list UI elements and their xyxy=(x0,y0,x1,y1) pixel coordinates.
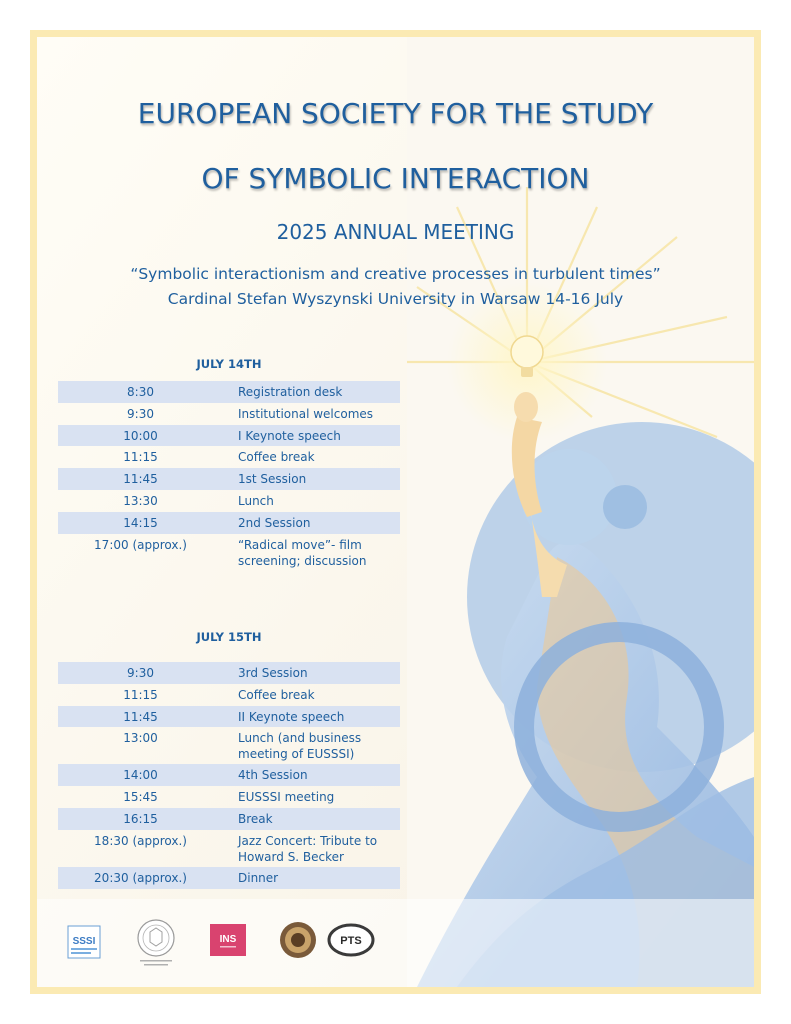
schedule-row xyxy=(58,867,400,889)
event-cell: 3rd Session xyxy=(238,666,308,680)
sssi-logo xyxy=(68,926,100,958)
event-cell: II Keynote speech xyxy=(238,709,345,724)
time-cell: 13:00 xyxy=(123,731,158,746)
svg-text:INS: INS xyxy=(219,934,237,945)
schedule-row xyxy=(58,764,400,786)
event-cell: Jazz Concert: Tribute to Howard S. Becker xyxy=(238,833,378,864)
day1-schedule xyxy=(58,381,400,571)
event-cell: I Keynote speech xyxy=(238,428,341,443)
svg-text:SSSI: SSSI xyxy=(72,936,96,947)
title-line-1: EUROPEAN SOCIETY FOR THE STUDY xyxy=(137,97,654,130)
schedule-row xyxy=(58,684,400,706)
time-cell: 15:45 xyxy=(123,790,158,805)
schedule-row xyxy=(58,662,400,684)
schedule-row xyxy=(58,727,400,764)
time-cell: 11:45 xyxy=(123,472,158,487)
round-emblem-logo xyxy=(280,922,316,958)
meeting-venue: Cardinal Stefan Wyszynski University in Warsaw 14-16 July xyxy=(167,290,624,308)
schedule-row xyxy=(58,786,400,808)
university-seal-logo xyxy=(138,920,174,966)
event-cell: “Radical move”- film screening; discussion xyxy=(238,537,367,568)
time-cell: 11:15 xyxy=(123,450,158,465)
event-cell: Lunch (and business meeting of EUSSSI) xyxy=(238,731,362,762)
event-cell: Lunch xyxy=(238,493,274,508)
time-cell: 10:00 xyxy=(123,428,158,443)
schedule-row xyxy=(58,706,400,728)
schedule-row xyxy=(58,830,400,867)
time-cell: 20:30 (approx.) xyxy=(94,870,187,885)
day1-heading: JULY 14TH xyxy=(196,357,262,371)
schedule-row xyxy=(58,808,400,830)
schedule-row xyxy=(58,381,400,403)
schedule-row xyxy=(58,490,400,512)
event-cell: Institutional welcomes xyxy=(238,406,374,421)
time-cell: 8:30 xyxy=(127,385,154,399)
meeting-theme: “Symbolic interactionism and creative processes in turbulent times” xyxy=(130,265,661,283)
event-cell: 1st Session xyxy=(238,472,307,487)
event-cell: Coffee break xyxy=(238,687,315,702)
time-cell: 14:15 xyxy=(123,515,158,530)
event-cell: 2nd Session xyxy=(238,515,311,530)
schedule-row xyxy=(58,512,400,534)
day2-heading: JULY 15TH xyxy=(196,630,262,644)
time-cell: 18:30 (approx.) xyxy=(94,833,187,848)
schedule-row xyxy=(58,534,400,571)
event-cell: EUSSSI meeting xyxy=(238,790,335,805)
schedule-row xyxy=(58,425,400,447)
meeting-subtitle: 2025 ANNUAL MEETING xyxy=(276,220,515,244)
time-cell: 9:30 xyxy=(127,406,154,421)
time-cell: 11:15 xyxy=(123,687,158,702)
schedule-row xyxy=(58,446,400,468)
title-line-2: OF SYMBOLIC INTERACTION xyxy=(201,162,590,195)
event-cell: Break xyxy=(238,811,273,826)
time-cell: 14:00 xyxy=(123,768,158,783)
event-cell: Dinner xyxy=(238,870,279,885)
schedule-row xyxy=(58,468,400,490)
schedule-row xyxy=(58,403,400,425)
time-cell: 13:30 xyxy=(123,493,158,508)
svg-text:PTS: PTS xyxy=(340,935,362,947)
day2-schedule xyxy=(58,662,400,889)
time-cell: 17:00 (approx.) xyxy=(94,537,187,552)
pts-logo xyxy=(329,925,373,955)
event-cell: Registration desk xyxy=(238,385,343,399)
event-cell: Coffee break xyxy=(238,450,315,465)
time-cell: 11:45 xyxy=(123,709,158,724)
time-cell: 16:15 xyxy=(123,811,158,826)
sponsor-logos xyxy=(60,918,390,968)
event-cell: 4th Session xyxy=(238,768,308,783)
ins-logo xyxy=(210,924,246,956)
time-cell: 9:30 xyxy=(127,666,154,680)
